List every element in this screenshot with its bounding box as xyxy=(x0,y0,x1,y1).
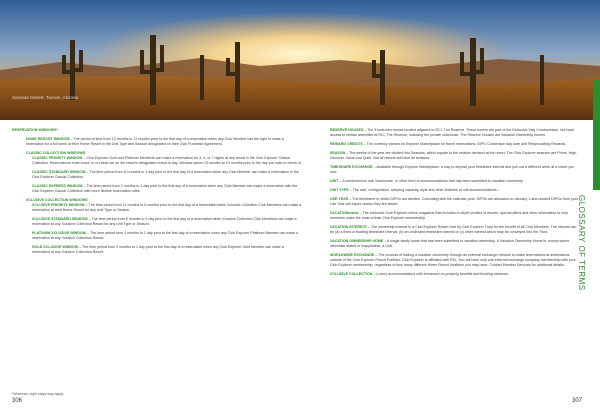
term-gold-xclusive xyxy=(32,245,302,255)
term-timeshare-exchange xyxy=(330,165,580,175)
term-vacationinside xyxy=(330,211,580,221)
term-title: VACATION INTEREST xyxy=(330,225,368,229)
term-definition: – The time period from 11 months to 6 months prior to the first day of a reservation when Xclusive Collection Club Members can make a reservation at their Home Resort for any Unit Type or Season. xyxy=(32,203,302,212)
hero-photo xyxy=(0,0,600,120)
term-xclusive-priority xyxy=(32,203,302,213)
term-definition: – The time period from 6 months to 1 day prior to the first day of a reservation when Xclusive Collection Club Members can make a reservation at any Xclusive Collection Resort for any Unit Type or Season. xyxy=(32,217,297,226)
xclusive-windows-heading: XCLUSIVE COLLECTION WINDOWS xyxy=(26,198,88,202)
term-classic-standard xyxy=(32,170,302,180)
classic-windows-heading: CLASSIC COLLECTION WINDOWS xyxy=(26,151,86,155)
term-title: GOLD XCLUSIVE WINDOW xyxy=(32,245,79,249)
term-home-resort-window xyxy=(26,137,302,147)
term-reward-credits xyxy=(330,142,580,147)
term-title: REWARD CREDITS xyxy=(330,142,363,146)
term-definition: – The currency earned on Explorer Marketplace for travel reservations. DIPO Conversion day date and Reciprocating Rewards. xyxy=(363,142,567,146)
photo-caption: Sonoran Desert, Tucson, Arizona xyxy=(12,95,79,100)
term-definition: – The timeframe in which DIPOs are allotted. Coinciding with the calendar year, DIPOs are allocated on January 1 and unused DIPOs from your Use Year will expire unless they are saved. xyxy=(330,197,578,206)
term-vacation-interest xyxy=(330,225,580,235)
term-unit-type xyxy=(330,188,580,193)
left-page xyxy=(12,128,302,259)
term-title: HOME RESORT WINDOW xyxy=(26,137,70,141)
term-title: WORLDWIDE EXCHANGE xyxy=(330,253,375,257)
term-definition: – The period of time from 13 months to 11 months prior to the first day of a reservation when any Club Member has the right to make a reservation for a full week at their Home Resort in the Unit Type and Season designated on their Club Purchase Agreement. xyxy=(26,137,284,146)
term-title: VACATION OWNERSHIP HOME xyxy=(330,239,384,243)
term-definition: – The weeks of the year are divided into Seasons, which equate to the relative demand at the resort. The Club Explorer seasons are Prime, High, Discover, Value and Quiet. Not all resorts will have all seasons. xyxy=(330,151,577,160)
term-classic-priority xyxy=(32,156,302,166)
term-definition: – The 5 bedroom homes located adjacent to RCI, The Reserve. These homes are part of the Exclusive Valy Condominium, but have access to certain amenities at RCI, The Reserve, including the private clubhouse. The Reserve Houses are Vacation Ownership homes. xyxy=(330,128,575,137)
term-definition: – Available through Explorer Marketplace: a way to deposit your timeshare interval and pull out a different week at a resort you love. xyxy=(330,165,575,174)
term-definition: – Luxury accommodations with enhanced on-property benefits and booking windows. xyxy=(373,272,509,276)
term-title: TIMESHARE EXCHANGE xyxy=(330,165,373,169)
term-xclusive-collection xyxy=(330,272,580,277)
term-xclusive-standard xyxy=(32,217,302,227)
term-title: CLASSIC PRIORITY WINDOW xyxy=(32,156,83,160)
term-worldwide-exchange xyxy=(330,253,580,268)
term-unit xyxy=(330,179,580,184)
term-classic-express xyxy=(32,184,302,194)
reservation-windows-heading: RESERVATION WINDOWS* xyxy=(12,128,58,132)
term-definition: – The time period from 2 months to 1 day prior to the first day of a reservation when any Club Explorer Gold Member can make a reservation at any Xclusive Collection Resort. xyxy=(32,245,284,254)
term-title: XCLUSIVE PRIORITY WINDOW xyxy=(32,203,85,207)
term-definition: – The ownership interest in a Club Explorer Resort held by Club Explorer Trust for the benefit of all Club Members. The interest can be (a) a fixed or floating timeshare interval; (b) an undivided timeshare interest or (c) other interest which may be conveyed into the Trust. xyxy=(330,225,577,234)
term-title: RESERVE HOUSES xyxy=(330,128,364,132)
term-title: SEASON xyxy=(330,151,346,155)
term-definition: – The process of trading a vacation ownership through an external exchange network to make reservations at destinations outside of the Club Explorer Resort Portfolio. Club Explorer is affiliated with RCI. You will have only one external exchange company membership with your Club Explorer membership, regardless of how many different Home Resort locations you may have. Contact Member Services for additional details. xyxy=(330,253,576,267)
right-page xyxy=(330,128,580,281)
term-definition: – The time period from 2 months to 1 day prior to the first day of a reservation when any Club Member can make a reservation with the Club Explorer Classic Collection with more flexible reservation rules. xyxy=(32,184,298,193)
term-use-year xyxy=(330,197,580,207)
term-title: CLASSIC STANDARD WINDOW xyxy=(32,170,86,174)
term-title: XCLUSIVE STANDARD WINDOW xyxy=(32,217,88,221)
term-title: UNIT TYPE xyxy=(330,188,349,192)
term-definition: – The exclusive Club Explorer online magazine that includes in-depth profiles of resorts, special offers and other information to help members make the most of their Club Explorer membership. xyxy=(330,211,569,220)
term-definition: – A condominium unit, townhouse, or other form of accommodations that has been submitted to vacation ownership. xyxy=(339,179,524,183)
term-title: PLATINUM XCLUSIVE WINDOW xyxy=(32,231,87,235)
footnote: *Wherever night stays may apply. xyxy=(12,392,64,396)
term-definition: – The time period from 3 months to 1 day prior to the first day of a reservation when any Club Explorer Platinum Member can make a reservation at any Xclusive Collection Resort. xyxy=(32,231,299,240)
page-number-right: 307 xyxy=(572,398,583,404)
term-definition: – The size, configuration, sleeping capacity, style and other features of unit accommodations. xyxy=(349,188,498,192)
term-vacation-ownership-home xyxy=(330,239,580,249)
term-definition: – A single family home that has been submitted to vacation ownership. A Vacation Ownership Home is, except where otherwise stated or inapplicable, a Unit. xyxy=(330,239,570,248)
side-accent-bar xyxy=(593,80,600,190)
term-platinum-xclusive xyxy=(32,231,302,241)
page-number-left: 306 xyxy=(12,398,23,404)
term-title: XCLUSIVE COLLECTION xyxy=(330,272,373,276)
section-tab-label: GLOSSARY OF TERMS xyxy=(577,195,586,291)
term-season xyxy=(330,151,580,161)
term-title: USE YEAR xyxy=(330,197,349,201)
term-reserve-houses xyxy=(330,128,580,138)
term-definition: – The time period from 10 months to 1 day prior to the first day of a reservation when any Club Member can make a reservation in the Club Explorer Classic Collection. xyxy=(32,170,299,179)
term-definition: – Club Explorer Gold and Platinum Members can make a reservation for 3, 4, or 7 nights at any resort in the Club Explorer Classic Collection. Reservations must check in or check out on the resort's designated check-in day. Window opens 13 months to 10 months prior to the day you wish to check in. xyxy=(32,156,302,165)
term-title: UNIT xyxy=(330,179,339,183)
term-title: CLASSIC EXPRESS WINDOW xyxy=(32,184,83,188)
term-title: VACATIONinside xyxy=(330,211,359,215)
